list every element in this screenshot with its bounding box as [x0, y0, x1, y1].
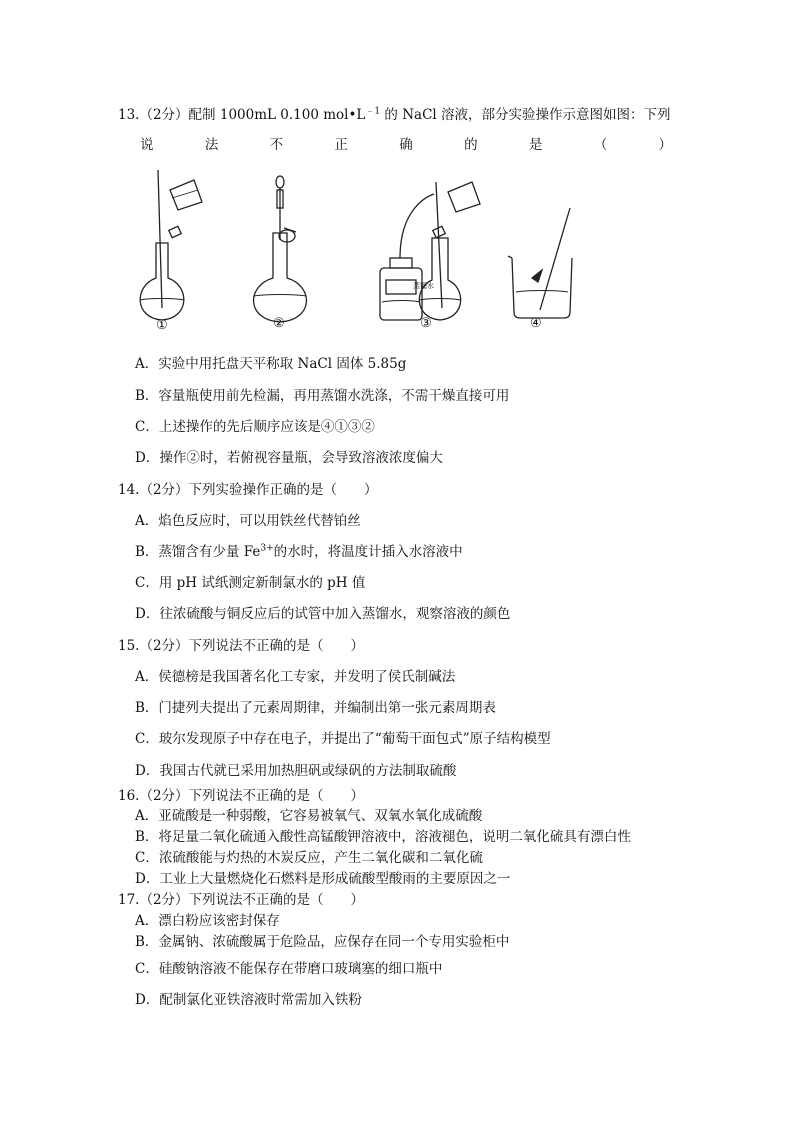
- q15-option-c: C．玻尔发现原子中存在电子，并提出了“葡萄干面包式”原子结构模型: [135, 731, 551, 747]
- q15-option-d: D．我国古代就已采用加热胆矾或绿矾的方法制取硫酸: [135, 763, 457, 779]
- q14-option-b-post: 的水时，将温度计插入水溶液中: [273, 544, 463, 560]
- q13-stem-line1: [118, 103, 671, 123]
- wash-bottle-flask-icon: [380, 182, 480, 320]
- q13-stem-char: 确: [399, 137, 413, 153]
- q13-stem-char: 说: [140, 137, 154, 153]
- volumetric-flask-dropper-icon: [254, 176, 307, 322]
- q17-option-b: B．金属钠、浓硫酸属于危险品，应保存在同一个专用实验柜中: [135, 934, 510, 950]
- beaker-glass-rod-icon: [508, 208, 572, 318]
- q13-stem-char: 正: [334, 137, 348, 153]
- q14-option-b-pre: B．蒸馏含有少量 Fe: [135, 544, 261, 560]
- q13-figure-svg: [128, 168, 588, 338]
- q14-stem: 14.（2分）下列实验操作正确的是（ ）: [118, 482, 378, 498]
- q15-option-b: B．门捷列夫提出了元素周期律，并编制出第一张元素周期表: [135, 700, 496, 716]
- q13-stem-char: 不: [269, 137, 284, 153]
- q16-option-d: D．工业上大量燃烧化石燃料是形成硫酸型酸雨的主要原因之一: [135, 871, 511, 887]
- q13-stem-char: ）: [658, 137, 672, 153]
- q14-option-a: A．焰色反应时，可以用铁丝代替铂丝: [135, 513, 361, 529]
- q16-option-b: B．将足量二氧化硫通入酸性高锰酸钾溶液中，溶液褪色，说明二氧化硫具有漂白性: [135, 829, 631, 845]
- q13-option-d: D．操作②时，若俯视容量瓶，会导致溶液浓度偏大: [135, 450, 443, 466]
- q16-option-a: A．亚硫酸是一种弱酸，它容易被氧气、双氧水氧化成硫酸: [135, 808, 483, 824]
- q17-option-c: C．硅酸钠溶液不能保存在带磨口玻璃塞的细口瓶中: [135, 961, 443, 977]
- wash-bottle-label: 蒸馏水: [413, 282, 434, 290]
- figure-label-3: ③: [420, 316, 432, 331]
- q13-stem-char: 是: [528, 137, 543, 153]
- volumetric-flask-pouring-icon: [140, 170, 202, 320]
- q14-option-b: [135, 540, 463, 560]
- q16-stem: 16.（2分）下列说法不正确的是（ ）: [118, 788, 365, 804]
- q13-option-b: B．容量瓶使用前先检漏，再用蒸馏水洗涤，不需干燥直接可用: [135, 388, 510, 404]
- q13-stem-post: 的 NaCl 溶液，部分实验操作示意图如图：下列: [380, 107, 671, 123]
- q13-stem-pre: 13.（2分）配制 1000mL 0.100 mol•L: [118, 107, 366, 123]
- q17-option-a: A．漂白粉应该密封保存: [135, 913, 280, 929]
- q13-option-c: C．上述操作的先后顺序应该是④①③②: [135, 419, 375, 435]
- q13-stem-char: 法: [204, 137, 219, 153]
- figure-label-4: ④: [530, 316, 542, 331]
- q13-option-a: A．实验中用托盘天平称取 NaCl 固体 5.85g: [135, 356, 407, 372]
- q15-option-a: A．侯德榜是我国著名化工专家，并发明了侯氏制碱法: [135, 669, 456, 685]
- q13-stem-line2: [140, 133, 672, 153]
- q13-stem-sup: ﹣1: [365, 106, 381, 117]
- q13-stem-char: 的: [464, 137, 478, 153]
- q16-option-c: C．浓硫酸能与灼热的木炭反应，产生二氧化碳和二氧化硫: [135, 850, 483, 866]
- q14-option-c: C．用 pH 试纸测定新制氯水的 pH 值: [135, 575, 366, 591]
- figure-label-2: ②: [273, 316, 285, 331]
- figure-label-1: ①: [156, 318, 168, 333]
- q15-stem: 15.（2分）下列说法不正确的是（ ）: [118, 638, 365, 654]
- q13-figure: [128, 168, 588, 338]
- q14-option-b-sup: 3+: [260, 543, 274, 554]
- q14-option-d: D．往浓硫酸与铜反应后的试管中加入蒸馏水，观察溶液的颜色: [135, 606, 511, 622]
- q13-stem-char: （: [593, 137, 608, 153]
- q17-option-d: D．配制氯化亚铁溶液时常需加入铁粉: [135, 992, 362, 1008]
- q17-stem: 17.（2分）下列说法不正确的是（ ）: [118, 892, 365, 908]
